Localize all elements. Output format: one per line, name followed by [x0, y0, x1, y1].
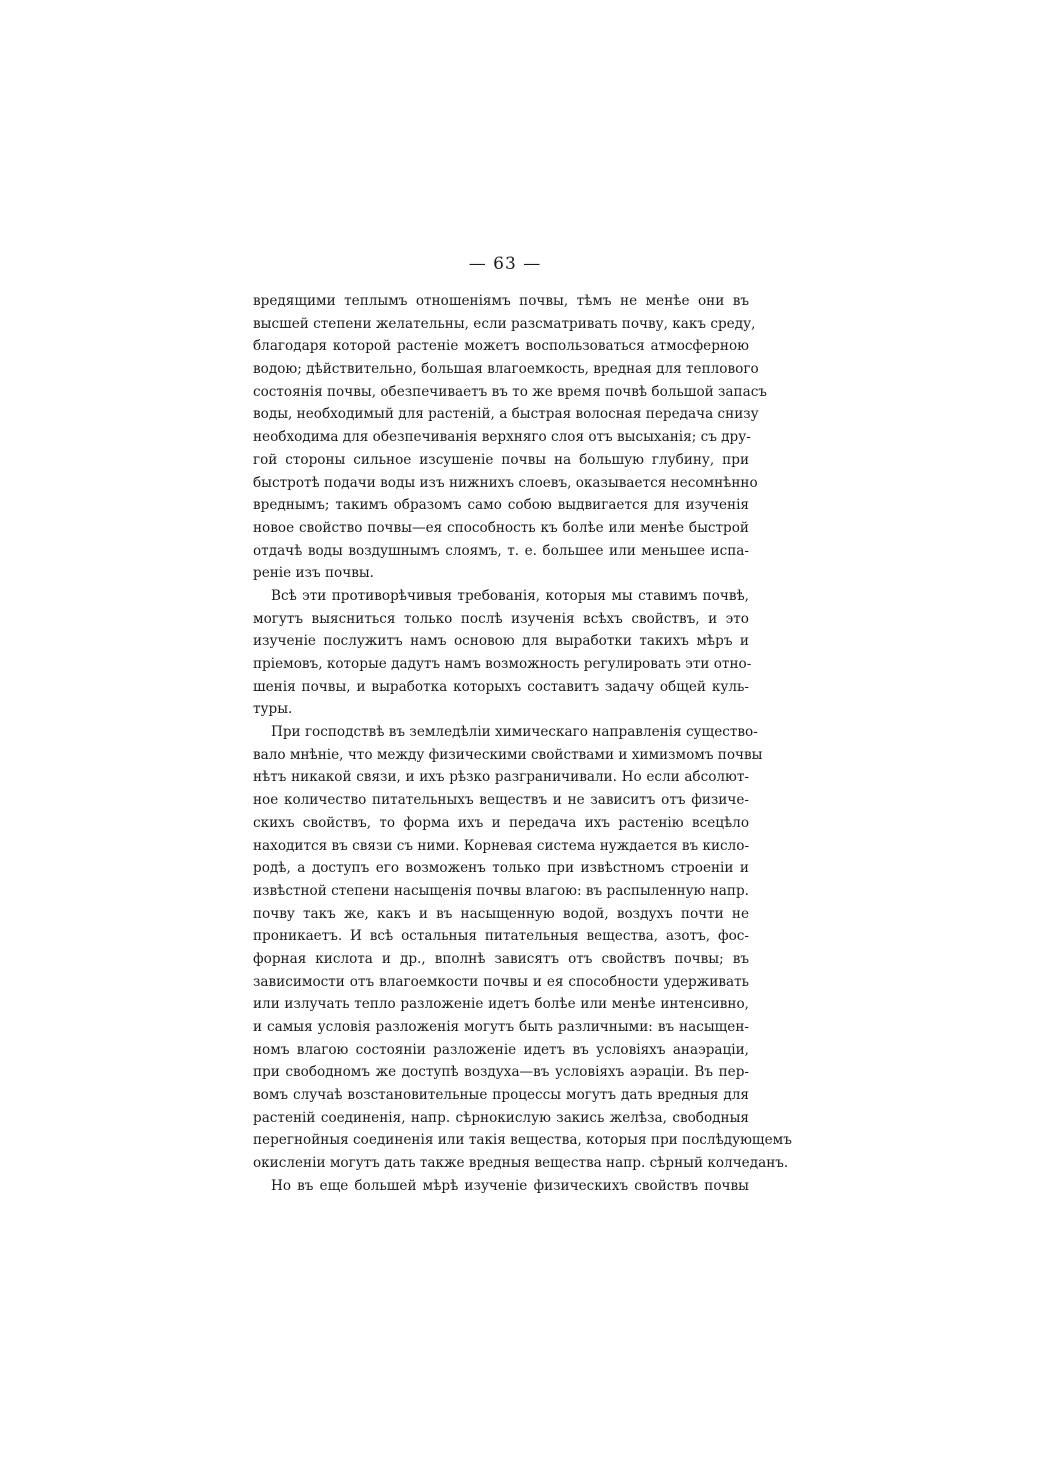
text-line: перегнойныя соединенія или такія вещества, которыя при послѣдующемъ	[253, 1132, 792, 1149]
text-line: состоянія почвы, обезпечиваетъ въ то же время почвѣ большой запасъ	[253, 383, 767, 400]
page-number: — 63 —	[468, 254, 542, 274]
text-line: необходима для обезпечиванія верхняго слоя отъ высыханія; съ дру-	[253, 429, 751, 446]
text-line: туры.	[253, 701, 293, 718]
text-line: растеній соединенія, напр. сѣрнокислую закись желѣза, свободныя	[253, 1109, 749, 1126]
text-line: находится въ связи съ ними. Корневая система нуждается въ кисло-	[253, 837, 750, 854]
text-line: почву такъ же, какъ и въ насыщенную водой, воздухъ почти не	[253, 905, 749, 922]
text-line: шенія почвы, и выработка которыхъ составитъ задачу общей куль-	[253, 678, 749, 695]
text-line: нѣтъ никакой связи, и ихъ рѣзко разграничивали. Но если абсолют-	[253, 769, 749, 786]
text-line: пріемовъ, которые дадутъ намъ возможность регулировать эти отно-	[253, 656, 752, 672]
text-line: Но въ еще большей мѣрѣ изученіе физическихъ свойствъ почвы	[271, 1177, 749, 1194]
text-line: могутъ выясниться только послѣ изученія всѣхъ свойствъ, и это	[253, 610, 749, 627]
text-line: гой стороны сильное изсушеніе почвы на большую глубину, при	[253, 451, 749, 468]
text-line: воды, необходимый для растеній, а быстрая волосная передача снизу	[253, 406, 759, 423]
text-line: реніе изъ почвы.	[253, 565, 374, 582]
text-line: вомъ случаѣ возстановительные процессы могутъ дать вредныя для	[253, 1087, 749, 1104]
text-line: извѣстной степени насыщенія почвы влагою: въ распыленную напр.	[253, 882, 749, 899]
text-line: форная кислота и др., вполнѣ зависятъ отъ свойствъ почвы; въ	[253, 950, 749, 967]
text-line: отдачѣ воды воздушнымъ слоямъ, т. е. большее или меньшее испа-	[253, 542, 749, 559]
text-line: благодаря которой растеніе можетъ воспользоваться атмосферною	[253, 338, 749, 355]
text-line: вреднымъ; такимъ образомъ само собою выдвигается для изученія	[253, 497, 749, 514]
text-line: вало мнѣніе, что между физическими свойствами и химизмомъ почвы	[253, 746, 763, 763]
text-line: высшей степени желательны, если разсматривать почву, какъ среду,	[253, 315, 756, 332]
text-line: проникаетъ. И всѣ остальныя питательныя вещества, азотъ, фос-	[253, 928, 749, 945]
text-line: окисленіи могутъ дать также вредныя вещества напр. сѣрный колчеданъ.	[253, 1155, 789, 1172]
text-line: зависимости отъ влагоемкости почвы и ея способности удерживать	[253, 973, 749, 990]
text-line: новое свойство почвы—ея способность къ болѣе или менѣе быстрой	[253, 519, 749, 536]
text-line: вредящими теплымъ отношеніямъ почвы, тѣмъ не менѣе они въ	[253, 293, 749, 309]
text-line: номъ влагою состояніи разложеніе идетъ въ условіяхъ анаэраціи,	[253, 1041, 749, 1058]
text-line: быстротѣ подачи воды изъ нижнихъ слоевъ, оказывается несомнѣнно	[253, 474, 758, 491]
text-line: скихъ свойствъ, то форма ихъ и передача ихъ растенію всецѣло	[253, 814, 749, 831]
text-line: родѣ, а доступъ его возможенъ только при извѣстномъ строеніи и	[253, 860, 749, 877]
text-line: или излучать тепло разложеніе идетъ болѣе или менѣе интенсивно,	[253, 996, 749, 1013]
text-line: ное количество питательныхъ веществъ и не зависитъ отъ физиче-	[253, 792, 749, 809]
body-text	[253, 290, 792, 1198]
text-line: при свободномъ же доступѣ воздуха—въ условіяхъ аэраціи. Въ пер-	[253, 1064, 749, 1081]
text-line: водою; дѣйствительно, большая влагоемкость, вредная для теплового	[253, 361, 759, 378]
text-line: изученіе послужитъ намъ основою для выработки такихъ мѣръ и	[253, 633, 749, 650]
text-line: Всѣ эти противорѣчивыя требованія, которыя мы ставимъ почвѣ,	[271, 587, 749, 604]
text-line: При господствѣ въ земледѣліи химическаго направленія существо-	[271, 724, 758, 741]
text-line: и самыя условія разложенія могутъ быть различными: въ насыщен-	[253, 1019, 749, 1035]
